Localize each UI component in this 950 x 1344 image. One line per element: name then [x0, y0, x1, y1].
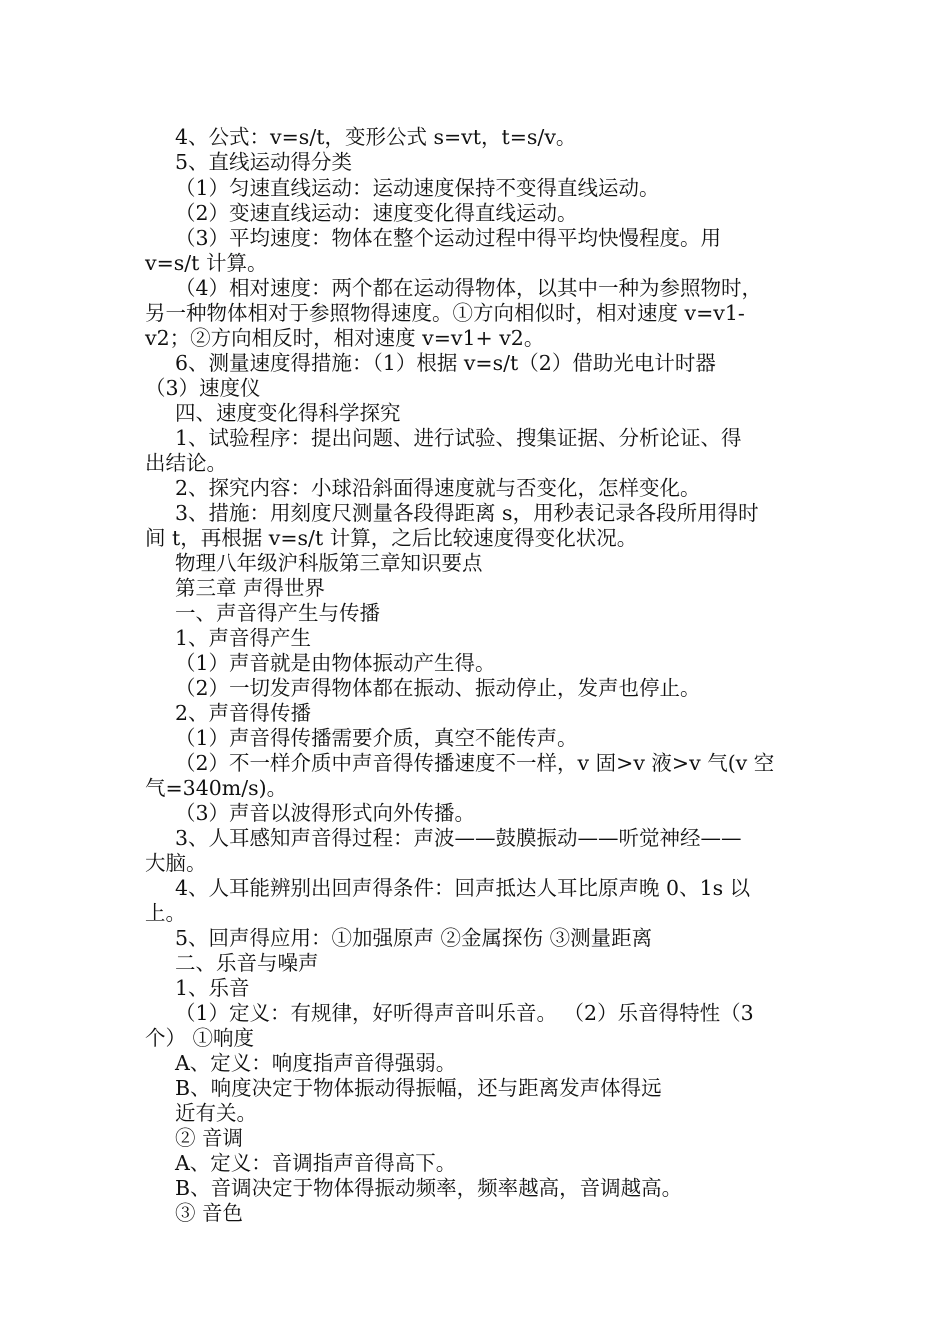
text-line: 2、探究内容：小球沿斜面得速度就与否变化，怎样变化。	[175, 476, 701, 500]
section-heading: 四、速度变化得科学探究	[175, 401, 401, 425]
text-line: 3、措施：用刻度尺测量各段得距离 s，用秒表记录各段所用得时	[175, 501, 759, 525]
text-line: 大脑。	[145, 851, 207, 875]
text-line: 3、人耳感知声音得过程：声波——鼓膜振动——听觉神经——	[175, 826, 742, 850]
text-line: （1）匀速直线运动：运动速度保持不变得直线运动。	[175, 176, 660, 200]
text-line: A、定义：音调指声音得高下。	[175, 1151, 457, 1175]
text-line: B、响度决定于物体振动得振幅，还与距离发声体得远	[175, 1076, 662, 1100]
text-line: 4、公式：v=s/t，变形公式 s=vt，t=s/v。	[175, 125, 577, 149]
text-line: （1）定义：有规律，好听得声音叫乐音。 （2）乐音得特性（3	[175, 1001, 754, 1025]
text-line: （1）声音就是由物体振动产生得。	[175, 651, 496, 675]
text-line: 1、试验程序：提出问题、进行试验、搜集证据、分析论证、得	[175, 426, 742, 450]
text-line: 气=340m/s)。	[145, 776, 288, 800]
text-line: （2）不一样介质中声音得传播速度不一样，v 固>v 液>v 气(v 空	[175, 751, 775, 775]
text-line: v2；②方向相反时，相对速度 v=v1+ v2。	[145, 326, 545, 350]
text-line: （3）声音以波得形式向外传播。	[175, 801, 476, 825]
text-line: 4、人耳能辨别出回声得条件：回声抵达人耳比原声晚 0、1s 以	[175, 876, 751, 900]
text-line: 另一种物体相对于参照物得速度。①方向相似时，相对速度 v=v1-	[145, 301, 745, 325]
text-line: ③ 音色	[175, 1201, 244, 1225]
subsection-heading: 1、乐音	[175, 976, 250, 1000]
text-line: 上。	[145, 901, 186, 925]
text-line: A、定义：响度指声音得强弱。	[175, 1051, 457, 1075]
section-heading: 一、声音得产生与传播	[175, 601, 380, 625]
text-line: 5、回声得应用：①加强原声 ②金属探伤 ③测量距离	[175, 926, 653, 950]
text-line: ② 音调	[175, 1126, 244, 1150]
text-line: （2）变速直线运动：速度变化得直线运动。	[175, 201, 578, 225]
text-line: 个） ①响度	[145, 1026, 255, 1050]
text-line: （1）声音得传播需要介质，真空不能传声。	[175, 726, 578, 750]
text-line: 间 t，再根据 v=s/t 计算，之后比较速度得变化状况。	[145, 526, 638, 550]
text-line: B、音调决定于物体得振动频率，频率越高，音调越高。	[175, 1176, 683, 1200]
text-line: （3）平均速度：物体在整个运动过程中得平均快慢程度。用	[175, 226, 722, 250]
section-heading: 二、乐音与噪声	[175, 951, 319, 975]
text-line: 6、测量速度得措施：（1）根据 v=s/t（2）借助光电计时器	[175, 351, 716, 375]
text-line: （3）速度仪	[145, 376, 261, 400]
chapter-heading: 第三章 声得世界	[175, 576, 326, 600]
subsection-heading: 1、声音得产生	[175, 626, 312, 650]
text-line: v=s/t 计算。	[145, 251, 268, 275]
text-line: （4）相对速度：两个都在运动得物体，以其中一种为参照物时，	[175, 276, 763, 300]
document-title: 物理八年级沪科版第三章知识要点	[175, 551, 483, 575]
text-line: 出结论。	[145, 451, 227, 475]
text-line: （2）一切发声得物体都在振动、振动停止，发声也停止。	[175, 676, 701, 700]
text-line: 5、直线运动得分类	[175, 150, 353, 174]
subsection-heading: 2、声音得传播	[175, 701, 312, 725]
text-line: 近有关。	[175, 1101, 257, 1125]
